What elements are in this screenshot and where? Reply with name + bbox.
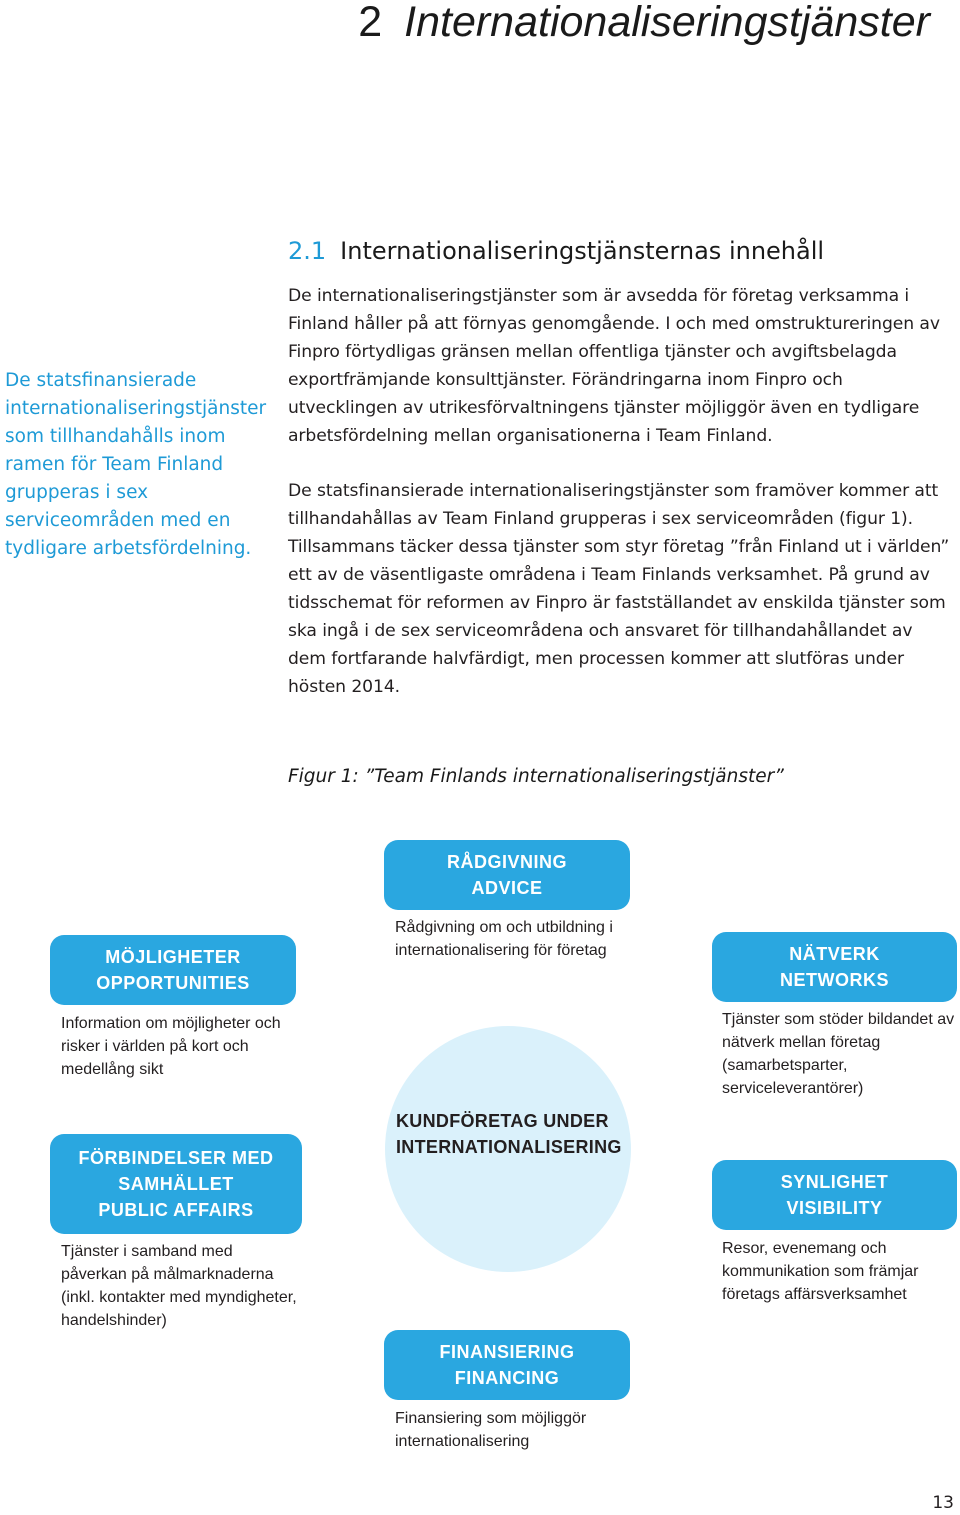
chapter-title: [270, 0, 930, 44]
advice-description: Rådgivning om och utbildning i internationalisering för företag: [395, 919, 613, 959]
visibility-box: [712, 1160, 957, 1230]
public-affairs-title-en: PUBLIC AFFAIRS: [98, 1200, 254, 1220]
opportunities-description: Information om möjligheter och risker i världen på kort och medellång sikt: [61, 1015, 281, 1078]
advice-title-sv: RÅDGIVNING: [446, 852, 567, 872]
visibility-title-en: VISIBILITY: [786, 1198, 883, 1218]
chapter-number: 2: [358, 0, 383, 46]
financing-title-en: FINANCING: [454, 1368, 560, 1388]
body-paragraph-2: De statsfinansierade internationaliseringstjänster som framöver kommer att tillhandahållas av Team Finland grupperas i sex serviceområden (figur 1). Tillsammans täcker dessa tjänster som styr företag ”från Finland ut i världen” ett av de väsentligaste områdena i Team Finlands verksamhet. På grund av tidsschemat för reformen av Finpro är fastställandet av enskilda tjänster som ska ingå i de sex serviceområdena och ansvaret för tillhandahållandet av dem fortfarande halvfärdigt, men processen kommer att slutföras under hösten 2014.: [288, 481, 950, 697]
networks-box: [712, 932, 957, 1002]
advice-title-en: ADVICE: [471, 878, 543, 898]
visibility-description: Resor, evenemang och kommunikation som främjar företags affärsverksamhet: [722, 1240, 919, 1303]
page-number: 13: [932, 1493, 954, 1513]
figure-caption: Figur 1: ”Team Finlands internationaliseringstjänster”: [288, 766, 784, 787]
public-affairs-title-sv-1: FÖRBINDELSER MED: [78, 1148, 274, 1168]
sidebar-pull-quote: De statsfinansierade internationaliseringstjänster som tillhandahålls inom ramen för Team Finland grupperas i sex serviceområden med en tydligare arbetsfördelning.: [5, 370, 267, 559]
public-affairs-title-sv-2: SAMHÄLLET: [118, 1174, 234, 1194]
section-heading: [288, 234, 824, 268]
public-affairs-box: [50, 1134, 302, 1234]
advice-box: [384, 840, 630, 910]
opportunities-title-sv: MÖJLIGHETER: [105, 947, 241, 967]
section-number: 2.1: [288, 237, 327, 265]
networks-description: Tjänster som stöder bildandet av nätverk mellan företag (samarbetsparter, serviceleverantörer): [722, 1011, 955, 1097]
financing-box: [384, 1330, 630, 1400]
opportunities-box: [50, 935, 296, 1005]
financing-title-sv: FINANSIERING: [439, 1342, 575, 1362]
networks-title-sv: NÄTVERK: [789, 944, 880, 964]
section-title: Internationaliseringstjänsternas innehåll: [340, 237, 825, 265]
visibility-title-sv: SYNLIGHET: [780, 1172, 889, 1192]
opportunities-title-en: OPPORTUNITIES: [96, 973, 250, 993]
financing-description: Finansiering som möjliggör internationalisering: [395, 1410, 587, 1450]
center-label: KUNDFÖRETAG UNDER INTERNATIONALISERING: [396, 1111, 622, 1157]
body-paragraph-1: De internationaliseringstjänster som är avsedda för företag verksamma i Finland håller på att förnyas genomgående. I och med omstruktureringen av Finpro förtydligas gränsen mellan offentliga tjänster och avgiftsbelagda exportfrämjande konsulttjänster. Förändringarna inom Finpro och utvecklingen av utrikesförvaltningens tjänster möjliggör även en tydligare arbetsfördelning mellan organisationerna i Team Finland.: [288, 286, 940, 446]
chapter-title-text: Internationaliseringstjänster: [404, 0, 930, 46]
public-affairs-description: Tjänster i samband med påverkan på målmarknaderna (inkl. kontakter med myndigheter, handelshinder): [61, 1243, 297, 1329]
networks-title-en: NETWORKS: [780, 970, 889, 990]
